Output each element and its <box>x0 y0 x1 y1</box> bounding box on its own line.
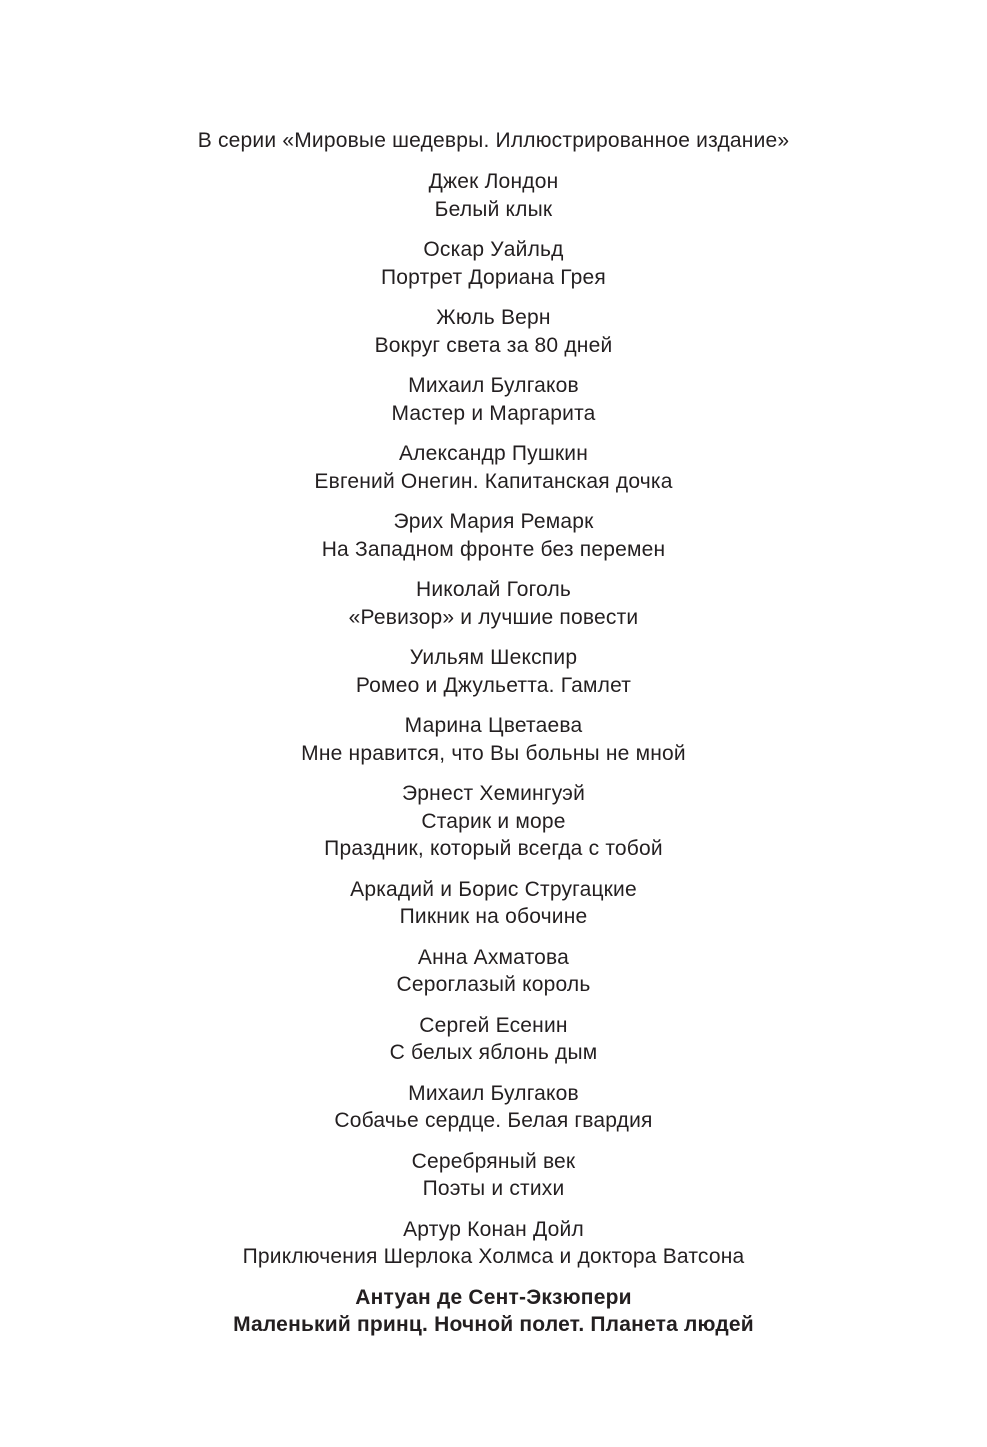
book-author: Оскар Уайльд <box>423 238 564 261</box>
book-author: Аркадий и Борис Стругацкие <box>350 877 637 901</box>
book-title: Пикник на обочине <box>399 905 588 928</box>
book-title: Старик и море <box>421 809 566 833</box>
book-title: С белых яблонь дым <box>389 1041 598 1064</box>
book-entry <box>0 168 987 223</box>
series-title: В серии «Мировые шедевры. Иллюстрированное издание» <box>197 129 790 152</box>
book-entry <box>0 780 987 863</box>
book-title: Праздник, который всегда с тобой <box>324 837 663 860</box>
book-author: Анна Ахматова <box>417 945 570 969</box>
book-title: «Ревизор» и лучшие повести <box>348 605 639 629</box>
book-author: Антуан де Сент-Экзюпери <box>355 1285 632 1309</box>
book-title: Маленький принц. Ночной полет. Планета людей <box>233 1313 754 1336</box>
book-title: Поэты и стихи <box>422 1177 565 1200</box>
book-author: Уильям Шекспир <box>409 646 578 669</box>
book-author: Артур Конан Дойл <box>403 1217 584 1241</box>
book-entry <box>0 304 987 359</box>
book-author: Александр Пушкин <box>398 442 589 465</box>
book-title: На Западном фронте без перемен <box>321 537 666 561</box>
book-entry <box>0 508 987 563</box>
book-entry <box>0 576 987 631</box>
book-author: Джек Лондон <box>428 170 559 193</box>
book-entry <box>0 1284 987 1339</box>
book-entry <box>0 1080 987 1135</box>
book-author: Серебряный век <box>411 1149 576 1173</box>
book-entry <box>0 1216 987 1271</box>
book-title: Белый клык <box>434 197 553 221</box>
book-entry <box>0 236 987 291</box>
book-entry <box>0 644 987 699</box>
book-entry <box>0 944 987 999</box>
book-title: Вокруг света за 80 дней <box>374 333 613 357</box>
book-author: Сергей Есенин <box>419 1013 568 1037</box>
book-author: Михаил Булгаков <box>408 1081 579 1105</box>
book-entry <box>0 876 987 931</box>
book-author: Эрнест Хемингуэй <box>401 782 586 805</box>
book-title: Ромео и Джульетта. Гамлет <box>355 673 632 697</box>
book-title: Приключения Шерлока Холмса и доктора Ватсона <box>242 1245 745 1268</box>
book-title: Портрет Дориана Грея <box>381 265 606 289</box>
book-title: Мне нравится, что Вы больны не мной <box>301 741 686 765</box>
book-author: Михаил Булгаков <box>408 374 579 397</box>
book-entry <box>0 712 987 767</box>
book-entry <box>0 1012 987 1067</box>
book-author: Николай Гоголь <box>415 578 572 601</box>
book-title: Евгений Онегин. Капитанская дочка <box>314 469 673 493</box>
book-author: Жюль Верн <box>436 306 551 329</box>
book-title: Сероглазый король <box>396 973 591 996</box>
book-entry <box>0 1148 987 1203</box>
book-title: Собачье сердце. Белая гвардия <box>334 1109 653 1132</box>
book-title: Мастер и Маргарита <box>391 401 596 425</box>
book-entry <box>0 440 987 495</box>
book-author: Марина Цветаева <box>404 714 583 737</box>
book-list <box>0 168 987 1352</box>
book-entry <box>0 372 987 427</box>
book-author: Эрих Мария Ремарк <box>393 510 594 533</box>
